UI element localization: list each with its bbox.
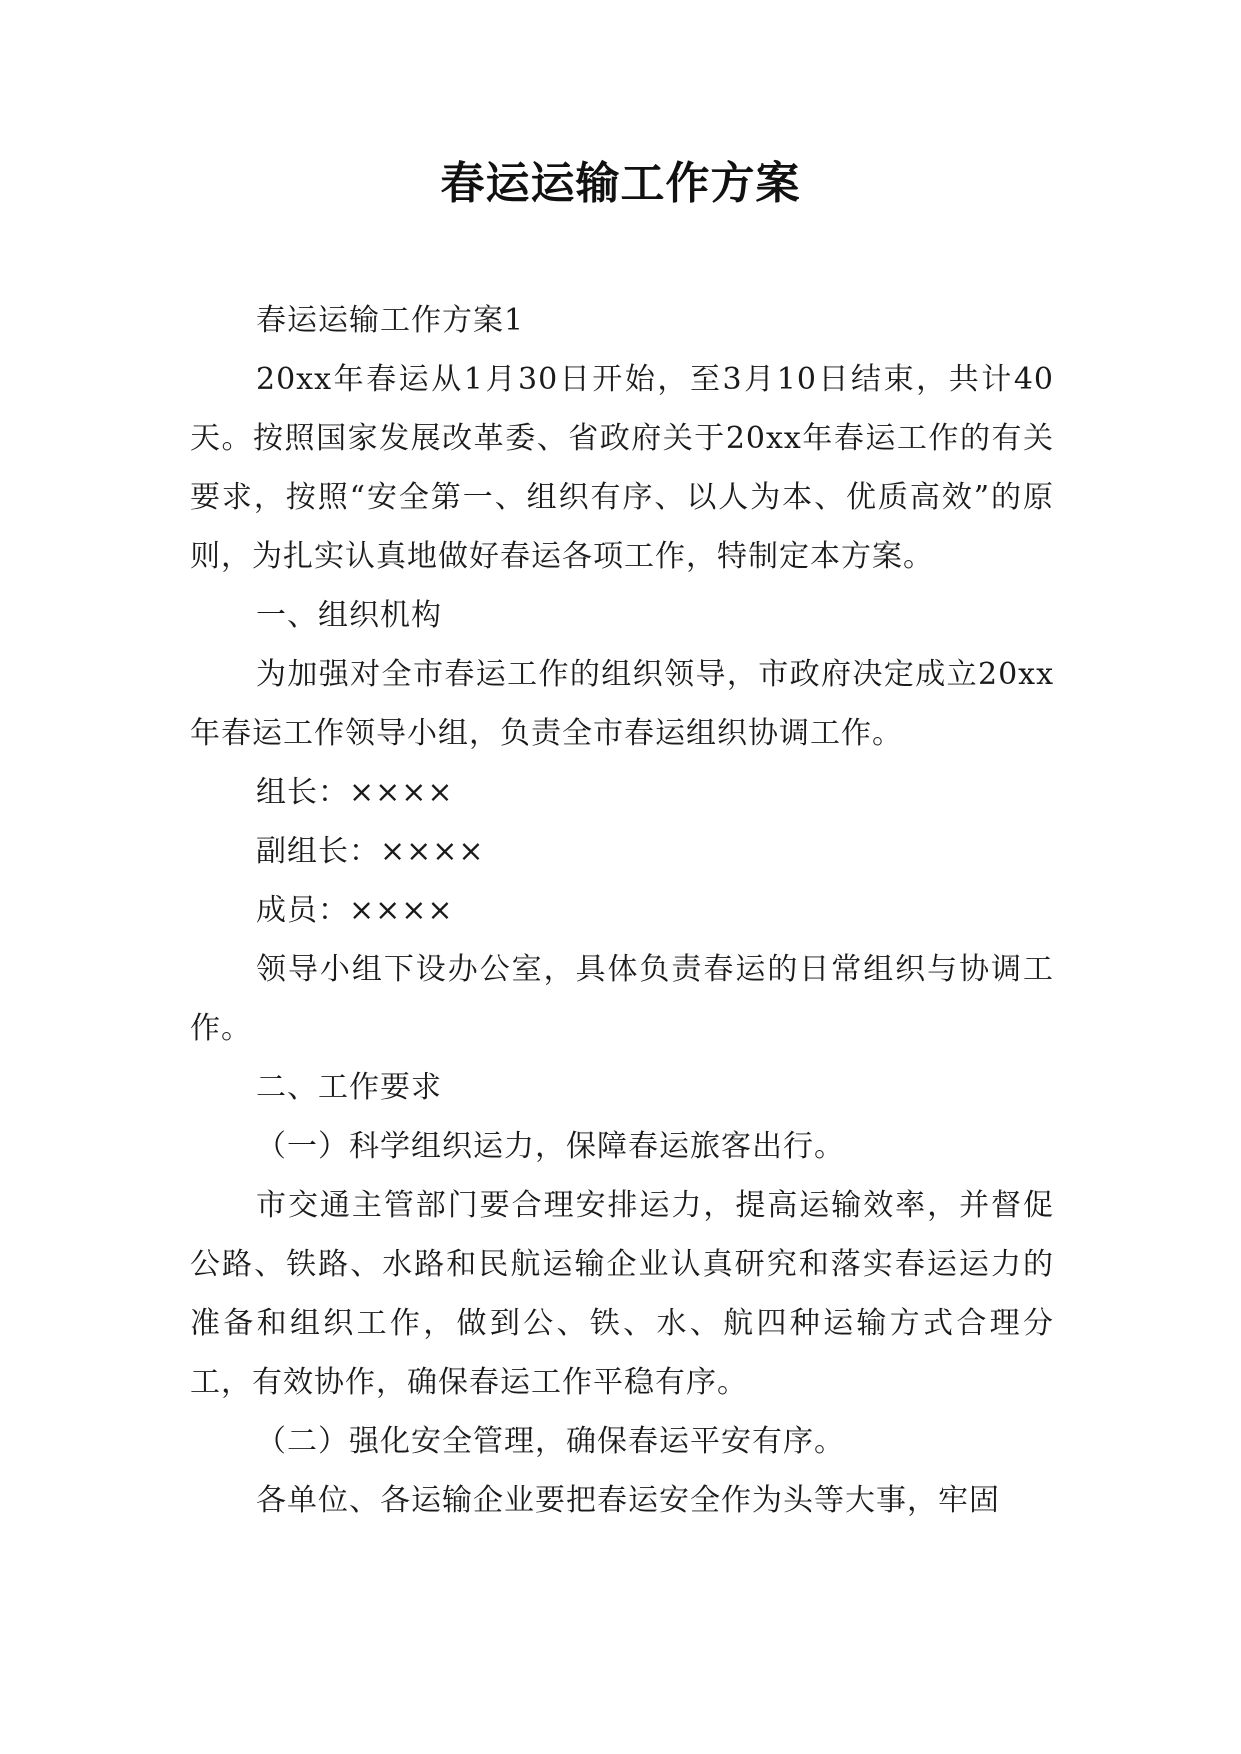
member-line: 组长：××××	[256, 775, 454, 810]
subsection-heading: （一）科学组织运力，保障春运旅客出行。	[256, 1129, 845, 1164]
document-body	[190, 291, 1054, 1530]
section-heading: 二、工作要求	[256, 1070, 442, 1105]
section-heading: 一、组织机构	[256, 598, 442, 633]
document-title: 春运运输工作方案	[440, 158, 801, 209]
section-heading: 春运运输工作方案1	[256, 303, 525, 338]
member-line: 成员：××××	[256, 893, 454, 928]
subsection-heading: （二）强化安全管理，确保春运平安有序。	[256, 1424, 845, 1459]
body-paragraph: 各单位、各运输企业要把春运安全作为头等大事，牢固	[256, 1483, 1000, 1518]
member-line: 副组长：××××	[256, 834, 485, 869]
body-paragraph: 市交通主管部门要合理安排运力，提高运输效率，并督促公路、铁路、水路和民航运输企业认真研究和落实春运运力的准备和组织工作，做到公、铁、水、航四种运输方式合理分工，有效协作，确保春运工作平稳有序。	[190, 1188, 1054, 1400]
body-paragraph: 为加强对全市春运工作的组织领导，市政府决定成立20xx年春运工作领导小组，负责全市春运组织协调工作。	[190, 657, 1054, 751]
body-paragraph: 20xx年春运从1月30日开始，至3月10日结束，共计40天。按照国家发展改革委、省政府关于20xx年春运工作的有关要求，按照“安全第一、组织有序、以人为本、优质高效”的原则，为扎实认真地做好春运各项工作，特制定本方案。	[190, 362, 1054, 574]
body-paragraph: 领导小组下设办公室，具体负责春运的日常组织与协调工作。	[190, 952, 1054, 1046]
